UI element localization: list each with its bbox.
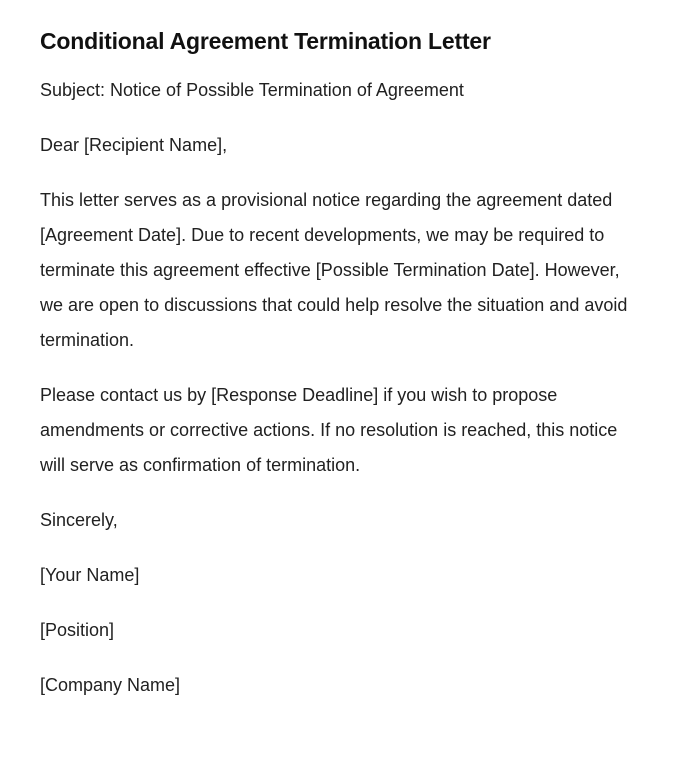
letter-body — [40, 73, 636, 703]
signature-block — [40, 503, 636, 703]
page-title: Conditional Agreement Termination Letter — [40, 28, 491, 54]
salutation-line: Dear [Recipient Name], — [40, 135, 228, 155]
subject-line: Subject: Notice of Possible Termination of Agreement — [40, 80, 464, 100]
body-paragraph-2: Please contact us by [Response Deadline] if you wish to propose amendments or corrective actions. If no resolution is reached, this notice will serve as confirmation of termination. — [40, 385, 618, 475]
signature-position: [Position] — [40, 620, 115, 640]
signature-company: [Company Name] — [40, 675, 181, 695]
signature-name: [Your Name] — [40, 565, 140, 585]
closing-line: Sincerely, — [40, 510, 118, 530]
body-paragraph-1: This letter serves as a provisional notice regarding the agreement dated [Agreement Date]. Due to recent developments, we may be required to terminate this agreement effective [Possible Termination Date]. However, we are open to discussions that could help resolve the situation and avoid termination. — [40, 190, 628, 350]
